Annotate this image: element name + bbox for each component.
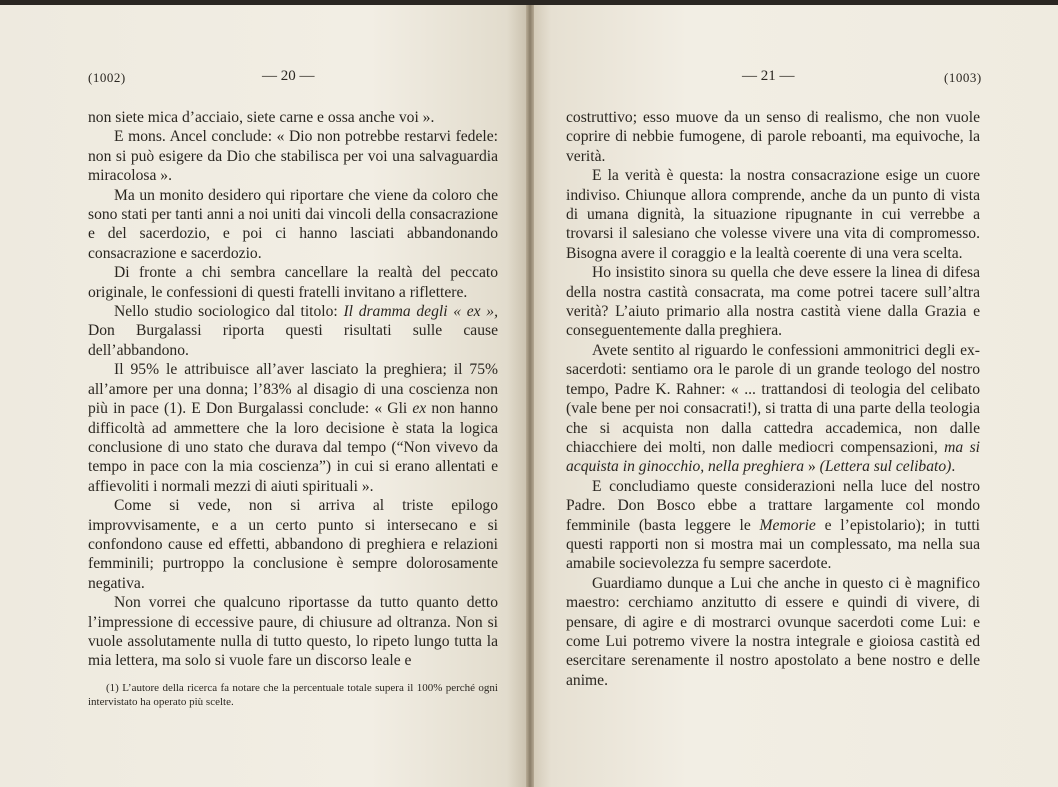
left-body-text: [88, 108, 498, 671]
book-title: Il dramma degli « ex »,: [343, 303, 498, 321]
paragraph: Come si vede, non si arriva al triste epilogo improvvisamente, e a un certo punto si intersecano e si confondono cause ed effetti, abbandono di preghiera e relazioni femminili; purtroppo la conclusione è sempre dolorosamente negativa.: [88, 497, 498, 592]
italic-quote: ma si acquista in ginocchio, nella preghiera: [566, 438, 980, 476]
left-page-number: — 20 —: [262, 68, 315, 84]
right-folio: (1003): [944, 70, 982, 85]
right-page-number: — 21 —: [742, 68, 795, 84]
italic-memorie: Memorie: [759, 516, 816, 534]
paragraph: non siete mica d’acciaio, siete carne e ossa anche voi ».: [88, 109, 435, 126]
paragraph: Guardiamo dunque a Lui che anche in questo ci è magnifico maestro: cerchiamo anzitutto di essere e quindi di vivere, di pensare, di agire e di mostrarci ovunque sacerdoti come Lui: e come Lui potremo vivere la nostra integrale e gioiosa castità ed esercitare serenamente il nostro apostolato a bene nostro e delle anime.: [566, 574, 980, 689]
top-edge: [0, 0, 1058, 5]
paragraph: E mons. Ancel conclude: « Dio non potrebbe restarvi fedele: non si può esigere da Dio che stabilisca per voi una salvaguardia miracolosa ».: [88, 128, 498, 185]
book-gutter: [526, 0, 534, 787]
paragraph: Nello studio sociologico dal titolo: Il dramma degli « ex », Don Burgalassi riporta questi risultati sulle cause dell’abbandono.: [88, 303, 498, 359]
paragraph: E concludiamo queste considerazioni nella luce del nostro Padre. Don Bosco ebbe a trattare largamente col mondo femminile (basta leggere le Memorie e l’epistolario); in tutti questi rapporti non si mostra mai un complessato, ma nella sua amabile socievolezza fu sempre sacerdote.: [566, 477, 980, 573]
paragraph: E la verità è questa: la nostra consacrazione esige un cuore indiviso. Chiunque allora comprende, anche da un punto di vista di umana dignità, la situazione ripugnante in cui verrebbe a trovarsi il salesiano che volesse vivere una vita di compromesso. Bisogna avere il coraggio e la lealtà coerente di una vera scelta.: [566, 167, 980, 262]
paragraph: Non vorrei che qualcuno riportasse da tutto quanto detto l’impressione di eccessive paure, di chiusure ad oltranza. Non si vuole assolutamente nulla di tutto questo, lo ripeto lungo tutta la mia lettera, ma solo si vuole fare un discorso leale e: [88, 594, 498, 670]
paragraph: Ho insistito sinora su quella che deve essere la linea di difesa della nostra castità consacrata, ma come potrei tacere sull’altra verità? L’aiuto primario alla nostra castità viene dalla Grazia e conseguentemente dalla preghiera.: [566, 264, 980, 340]
left-folio: (1002): [88, 70, 126, 85]
footnote: [88, 681, 498, 709]
footnote-text: (1) L’autore della ricerca fa notare che la percentuale totale supera il 100% perché ogni intervistato ha operato più scelte.: [88, 682, 498, 708]
paragraph: Ma un monito desidero qui riportare che viene da coloro che sono stati per tanti anni a noi uniti dai vincoli della consacrazione e del sacerdozio, e poi ci hanno lasciati abbandonando consacrazione e sacerdozio.: [88, 186, 498, 262]
paragraph: Avete sentito al riguardo le confessioni ammonitrici degli ex-sacerdoti: sentiamo ora le parole di un grande teologo del nostro tempo, Padre K. Rahner: « ... trattandosi di teologia del celibato (vale bene per noi consacrati!), si tratta di una parte della teologia che si acquista non dalla cattedra accademica, non dalle chiacchiere dei molti, non dalle mediocri compensazioni, ma si acquista in ginocchio, nella preghiera » (Lettera sul celibato).: [566, 341, 980, 476]
paragraph: Il 95% le attribuisce all’aver lasciato la preghiera; il 75% all’amore per una donna; l’83% al disagio di una coscienza non più in pace (1). E Don Burgalassi conclude: « Gli ex non hanno difficoltà ad ammettere che la loro decisione è stata la logica conclusione di uno stato che durava dal tempo (“Non vivevo da tempo in pace con la mia coscienza”) in cui si erano allentati e affievoliti i normali mezzi di aiuti spirituali ».: [88, 361, 498, 495]
italic-ex: ex: [412, 400, 427, 418]
italic-source: (Lettera sul celibato): [819, 458, 952, 476]
paragraph: Di fronte a chi sembra cancellare la realtà del peccato originale, le confessioni di questi fratelli invitano a riflettere.: [88, 264, 498, 301]
paragraph: costruttivo; esso muove da un senso di realismo, che non vuole coprire di nebbie fumogene, di parole reboanti, ma equivoche, la verità.: [566, 109, 980, 165]
right-page: [530, 4, 1058, 787]
right-body-text: [566, 108, 980, 690]
left-page: [0, 4, 528, 787]
